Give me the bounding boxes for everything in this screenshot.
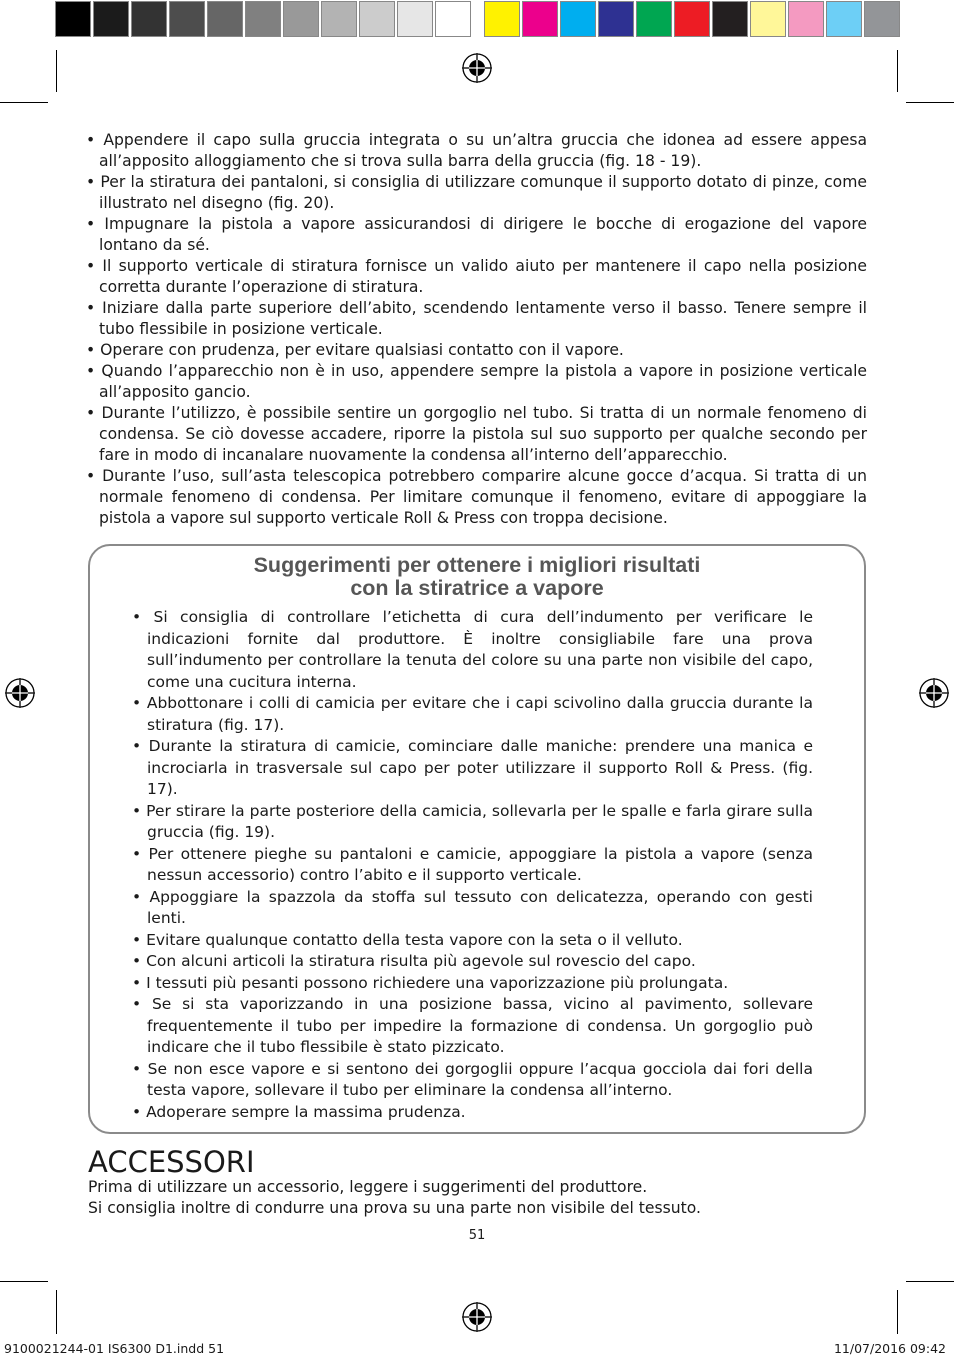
color-swatch	[712, 1, 748, 37]
list-item: • Adoperare sempre la massima prudenza.	[132, 1102, 466, 1121]
color-swatch	[283, 1, 319, 37]
registration-mark-icon	[461, 1301, 493, 1333]
crop-mark	[56, 1290, 57, 1334]
list-item: • I tessuti più pesanti possono richiedere una vaporizzazione più prolungata.	[132, 973, 729, 992]
tips-title	[90, 554, 864, 600]
crop-mark	[0, 1281, 48, 1282]
list-item: • Abbottonare i colli di camicia per evitare che i capi scivolino dalla gruccia durante la stiratura (fig. 17).	[132, 694, 813, 734]
list-item: • Per la stiratura dei pantaloni, si consiglia di utilizzare comunque il supporto dotato di pinze, come illustrato nel disegno (fig. 20).	[86, 173, 867, 212]
list-item: • Durante la stiratura di camicie, cominciare dalle maniche: prendere una manica e incrociarla in trasversale sul capo per poter utilizzare il supporto Roll & Press. (fig. 17).	[132, 737, 813, 798]
list-item: • Impugnare la pistola a vapore assicurandosi di dirigere le bocche di erogazione del vapore lontano da sé.	[86, 215, 867, 254]
color-swatch	[435, 1, 471, 37]
list-item: • Se si sta vaporizzando in una posizione bassa, vicino al pavimento, sollevare frequentemente il tubo per impedire la formazione di condensa. Un gorgoglio può indicare che il tubo flessibile è stato pizzicato.	[132, 995, 813, 1056]
date-slug: 11/07/2016 09:42	[833, 1341, 946, 1356]
tips-title-line: Suggerimenti per ottenere i migliori risultati	[253, 553, 701, 577]
crop-mark	[897, 1290, 898, 1334]
list-item: • Iniziare dalla parte superiore dell’abito, scendendo lentamente verso il basso. Tenere sempre il tubo flessibile in posizione verticale.	[86, 299, 867, 338]
paragraph: Prima di utilizzare un accessorio, leggere i suggerimenti del produttore.	[88, 1178, 648, 1196]
list-item: • Per stirare la parte posteriore della camicia, sollevarla per le spalle e farla girare sulla gruccia (fig. 19).	[132, 801, 813, 841]
color-swatch	[788, 1, 824, 37]
list-item: • Quando l’apparecchio non è in uso, appendere sempre la pistola a vapore in posizione verticale all’apposito gancio.	[86, 362, 867, 401]
color-calibration-bar	[484, 1, 902, 38]
color-swatch	[750, 1, 786, 37]
tips-box	[88, 544, 866, 1134]
accessories-text	[88, 1177, 701, 1219]
color-swatch	[522, 1, 558, 37]
crop-mark	[0, 102, 48, 103]
tips-list	[132, 607, 813, 1123]
crop-mark	[906, 102, 954, 103]
list-item: • Durante l’uso, sull’asta telescopica potrebbero comparire alcune gocce d’acqua. Si tratta di un normale fenomeno di condensa. Per limitare comunque il fenomeno, evitare di appoggiare la pistola a vapore sul supporto verticale Roll & Press con troppa decisione.	[86, 467, 867, 527]
list-item: • Con alcuni articoli la stiratura risulta più agevole sul rovescio del capo.	[132, 952, 696, 970]
color-swatch	[636, 1, 672, 37]
registration-mark-icon	[461, 52, 493, 84]
color-swatch	[131, 1, 167, 37]
registration-mark-icon	[4, 677, 36, 709]
list-item: • Per ottenere pieghe su pantaloni e camicie, appoggiare la pistola a vapore (senza nessun accessorio) contro l’abito e il supporto verticale.	[132, 844, 813, 884]
color-swatch	[93, 1, 129, 37]
color-swatch	[321, 1, 357, 37]
file-slug: 9100021244-01 IS6300 D1.indd 51	[4, 1341, 225, 1356]
color-swatch	[826, 1, 862, 37]
color-swatch	[598, 1, 634, 37]
color-swatch	[245, 1, 281, 37]
color-swatch	[560, 1, 596, 37]
color-swatch	[484, 1, 520, 37]
grayscale-calibration-bar	[55, 1, 473, 38]
intro-bullet-list	[86, 130, 867, 529]
paragraph: Si consiglia inoltre di condurre una prova su una parte non visibile del tessuto.	[88, 1199, 701, 1217]
color-swatch	[674, 1, 710, 37]
list-item: • Appoggiare la spazzola da stoffa sul tessuto con delicatezza, operando con gesti lenti.	[132, 887, 813, 927]
color-swatch	[359, 1, 395, 37]
color-swatch	[397, 1, 433, 37]
list-item: • Appendere il capo sulla gruccia integrata o su un’altra gruccia che idonea ad essere appesa all’apposito alloggiamento che si trova sulla barra della gruccia (fig. 18 - 19).	[86, 131, 867, 170]
color-swatch	[55, 1, 91, 37]
list-item: • Evitare qualunque contatto della testa vapore con la seta o il velluto.	[132, 930, 683, 949]
color-swatch	[207, 1, 243, 37]
crop-mark	[906, 1281, 954, 1282]
crop-mark	[897, 50, 898, 92]
registration-mark-icon	[918, 677, 950, 709]
list-item: • Si consiglia di controllare l’etichetta di cura dell’indumento per verificare le indicazioni fornite dal produttore. È inoltre consigliabile fare una prova sull’indumento per controllare la tenuta del colore su una parte non visibile del capo, come una cucitura interna.	[132, 608, 813, 691]
color-swatch	[864, 1, 900, 37]
color-swatch	[169, 1, 205, 37]
crop-mark	[56, 50, 57, 92]
list-item: • Il supporto verticale di stiratura fornisce un valido aiuto per mantenere il capo nella posizione corretta durante l’operazione di stiratura.	[86, 257, 867, 296]
section-heading: ACCESSORI	[88, 1145, 255, 1179]
tips-title-line: con la stiratrice a vapore	[350, 576, 604, 600]
list-item: • Durante l’utilizzo, è possibile sentire un gorgoglio nel tubo. Si tratta di un normale fenomeno di condensa. Se ciò dovesse accadere, riporre la pistola sul suo supporto per qualche secondo per fare in modo di incanalare nuovamente la condensa all’interno dell’apparecchio.	[86, 404, 867, 464]
list-item: • Se non esce vapore e si sentono dei gorgoglii oppure l’acqua gocciola dai fori della testa vapore, sollevare il tubo per eliminare la condensa all’interno.	[132, 1059, 813, 1099]
page-number: 51	[468, 1228, 486, 1243]
list-item: • Operare con prudenza, per evitare qualsiasi contatto con il vapore.	[86, 341, 624, 359]
